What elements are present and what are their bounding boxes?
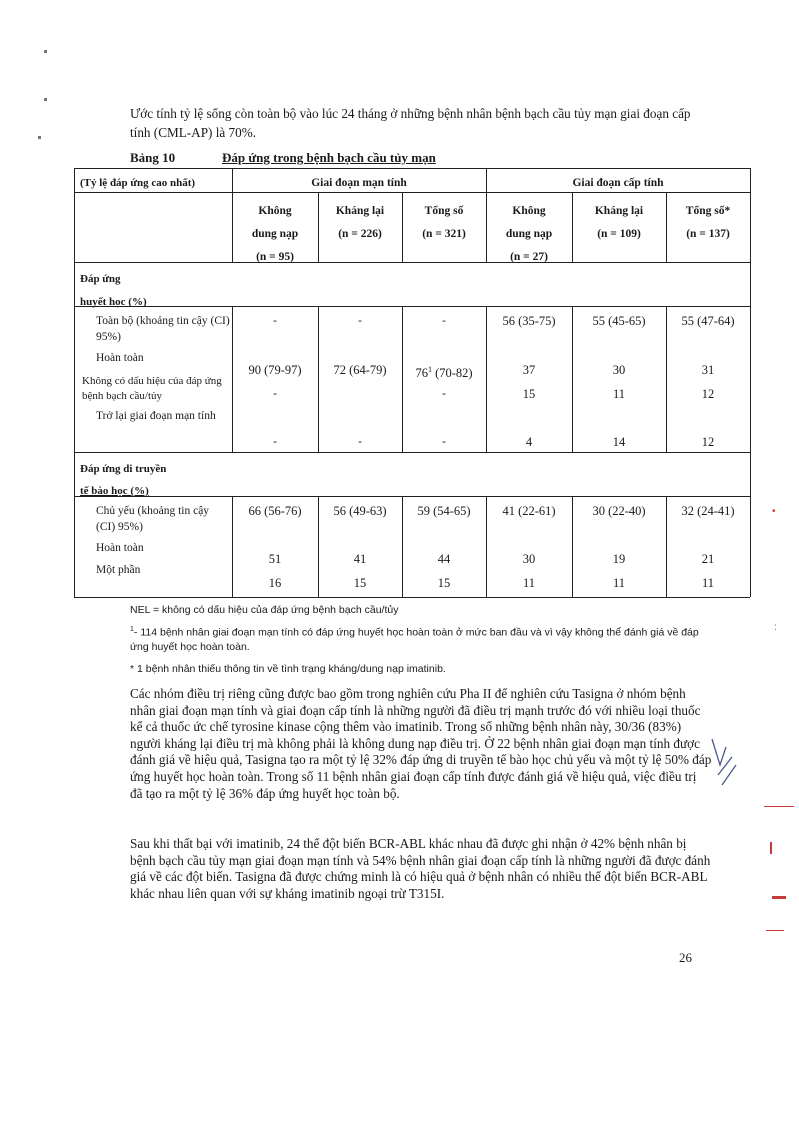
footnote-1: $^1$- 114 bệnh nhân giai đoạn mạn tính có đáp ứng huyết học hoàn toàn ở mức ban đầu và vì vậy không thể đánh giá về đáp ứng huyết học hoàn toàn. <box>130 626 699 653</box>
cell: 56 (49-63) <box>333 504 387 518</box>
stamp-fragment <box>766 930 784 932</box>
scan-speck <box>44 50 47 53</box>
cell: 66 (56-76) <box>248 504 302 518</box>
stamp-fragment: • <box>772 506 776 517</box>
cell: 32 (24-41) <box>681 504 735 518</box>
cell: - <box>273 315 277 327</box>
cell: 30 <box>522 552 536 566</box>
col-header-chronic-intolerant: Không dung nạp (n = 95) <box>251 205 299 263</box>
cell: 15 <box>437 576 451 590</box>
cell: 15 <box>522 387 536 401</box>
col-header-accel-resistant: Kháng lại (n = 109) <box>594 205 644 240</box>
cell: 21 <box>701 552 715 566</box>
cell: 44 <box>437 552 451 566</box>
footnote-2: * 1 bệnh nhân thiếu thông tin về tình trạng kháng/dung nạp imatinib. <box>130 663 446 675</box>
table-caption <box>130 150 436 166</box>
row-label-nel: Không có dấu hiệu của đáp ứng bệnh bạch cầu/tủy <box>82 375 222 402</box>
cell: 4 <box>525 435 533 449</box>
paragraph-phase2: Các nhóm điều trị riêng cũng được bao gồm trong nghiên cứu Pha II để nghiên cứu Tasigna ở nhóm bệnh nhân giai đoạn mạn tính và giai đoạn cấp tính là những người đã điều trị mạnh trước đó với nhiều loại thuốc kể cả thuốc ức chế tyrosine kinase cộng thêm vào imatinib. Trong số những bệnh nhân này, 30/36 (83%) người kháng lại điều trị mà không phải là không dung nạp điều trị. Ở 22 bệnh nhân giai đoạn mạn tính được đánh giá về hiệu quả, Tasigna tạo ra một tỷ lệ 32% đáp ứng di truyền tế bào học chủ yếu và một tỷ lệ 50% đáp ứng huyết học hoàn toàn. Trong số 11 bệnh nhân giai đoạn cấp tính được đánh giá về hiệu quả, việc điều trị đã tạo ra một tỷ lệ 36% đáp ứng huyết học toàn bộ. <box>130 686 712 801</box>
row-label-partial: Một phần <box>96 564 141 576</box>
stamp-fragment <box>770 842 772 854</box>
cell: - <box>273 436 277 448</box>
stamp-fragment <box>772 896 786 899</box>
stamp-fragment <box>764 806 794 808</box>
paragraph-mutations: Sau khi thất bại với imatinib, 24 thể đột biến BCR-ABL khác nhau đã được ghi nhận ở 42% bệnh nhân bị bệnh bạch cầu tủy mạn giai đoạn mạn tính và 54% bệnh nhân giai đoạn cấp tính là những người đã được đánh giá về các đột biến. Tasigna đã được chứng minh là có hiệu quả ở bệnh nhân có nhiều thể đột biến BCR-ABL khác nhau liên quan với sự kháng imatinib ngoại trừ T315I. <box>130 836 711 901</box>
table-corner-label: (Tỷ lệ đáp ứng cao nhất) <box>80 177 196 189</box>
cell: - <box>442 388 446 400</box>
cell: 11 <box>612 576 626 590</box>
cell: 15 <box>353 576 367 590</box>
cell: 41 (22-61) <box>502 504 556 518</box>
cell: - <box>358 436 362 448</box>
cell: 90 (79-97) <box>248 363 302 377</box>
cell: 12 <box>701 387 715 401</box>
cell: - <box>442 315 446 327</box>
handwritten-mark <box>706 735 740 791</box>
cell: 14 <box>612 435 626 449</box>
cell: 30 (22-40) <box>592 504 646 518</box>
row-label-major: Chủ yếu (khoảng tin cậy (CI) 95%) <box>96 505 210 533</box>
cell: 59 (54-65) <box>417 504 471 518</box>
page-number: 26 <box>679 950 692 965</box>
row-label-complete: Hoàn toàn <box>96 352 144 364</box>
footnote-nel: NEL = không có dấu hiệu của đáp ứng bệnh bạch cầu/tủy <box>130 604 399 616</box>
cell: 37 <box>522 363 536 377</box>
cell: 12 <box>701 435 715 449</box>
cell: 55 (47-64) <box>681 314 735 328</box>
cell: - <box>442 436 446 448</box>
table-title: Đáp ứng trong bệnh bạch cầu tủy mạn <box>222 150 436 165</box>
stamp-fragment: : <box>774 622 777 633</box>
row-label-cyto-complete: Hoàn toàn <box>96 542 144 554</box>
cell: 16 <box>268 576 282 590</box>
section-hematologic-response: Đáp ứng huyết học (%) <box>80 273 147 308</box>
cell: 41 <box>353 552 367 566</box>
cell: 19 <box>612 552 626 566</box>
col-header-chronic-total: Tổng số (n = 321) <box>422 205 466 240</box>
table-number: Bảng 10 <box>130 150 176 165</box>
cell: 30 <box>612 363 626 377</box>
cell: 11 <box>522 576 536 590</box>
cell: 55 (45-65) <box>592 314 646 328</box>
cell: - <box>273 388 277 400</box>
cell: 31 <box>701 363 715 377</box>
section-cytogenetic-response: Đáp ứng di truyền tế bào học (%) <box>80 463 167 497</box>
group-header-accelerated: Giai đoạn cấp tính <box>572 177 664 189</box>
scan-speck <box>44 98 47 101</box>
row-label-overall: Toàn bộ (khoảng tin cậy (CI) 95%) <box>96 315 230 343</box>
intro-paragraph: Ước tính tỷ lệ sống còn toàn bộ vào lúc 24 tháng ở những bệnh nhân bệnh bạch cầu tủy mạn giai đoạn cấp tính (CML-AP) là 70%. <box>130 106 691 140</box>
cell: 72 (64-79) <box>333 363 387 377</box>
row-label-return-chronic: Trở lại giai đoạn mạn tính <box>96 410 216 422</box>
cell-total-complete: $76^1$ (70-82) <box>415 365 473 381</box>
col-header-accel-total: Tổng số* (n = 137) <box>685 205 731 240</box>
col-header-chronic-resistant: Kháng lại (n = 226) <box>335 205 385 240</box>
col-header-accel-intolerant: Không dung nạp (n = 27) <box>505 205 553 263</box>
scan-speck <box>38 136 41 139</box>
cell: 11 <box>701 576 715 590</box>
cell: 11 <box>612 387 626 401</box>
cell: 51 <box>268 552 282 566</box>
cell: - <box>358 315 362 327</box>
group-header-chronic: Giai đoạn mạn tính <box>311 177 407 189</box>
cell: 56 (35-75) <box>502 314 556 328</box>
